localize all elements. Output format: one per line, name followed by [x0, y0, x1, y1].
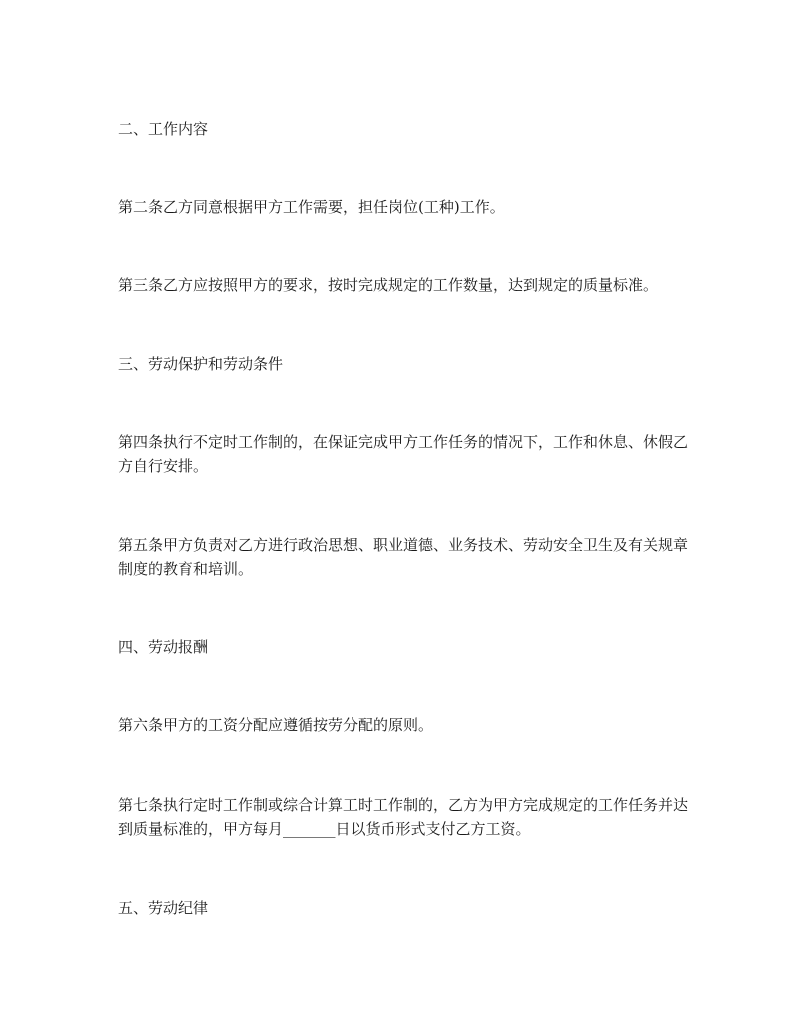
section-heading-labor-discipline: 五、劳动纪律: [118, 899, 209, 917]
article-3: 第三条乙方应按照甲方的要求，按时完成规定的工作数量，达到规定的质量标准。: [118, 276, 659, 294]
section-heading-remuneration: 四、劳动报酬: [118, 638, 209, 656]
section-heading-work-content: 二、工作内容: [118, 120, 209, 138]
article-2: 第二条乙方同意根据甲方工作需要，担任岗位(工种)工作。: [118, 198, 505, 216]
article-6: 第六条甲方的工资分配应遵循按劳分配的原则。: [118, 716, 434, 734]
article-4: 第四条执行不定时工作制的，在保证完成甲方工作任务的情况下，工作和休息、休假乙方自行安排。: [118, 433, 689, 475]
section-heading-labor-protection: 三、劳动保护和劳动条件: [118, 355, 284, 373]
article-7: 第七条执行定时工作制或综合计算工时工作制的，乙方为甲方完成规定的工作任务并达到质量标准的，甲方每月_______日以货币形式支付乙方工资。: [118, 796, 689, 838]
article-5: 第五条甲方负责对乙方进行政治思想、职业道德、业务技术、劳动安全卫生及有关规章制度的教育和培训。: [118, 536, 689, 578]
